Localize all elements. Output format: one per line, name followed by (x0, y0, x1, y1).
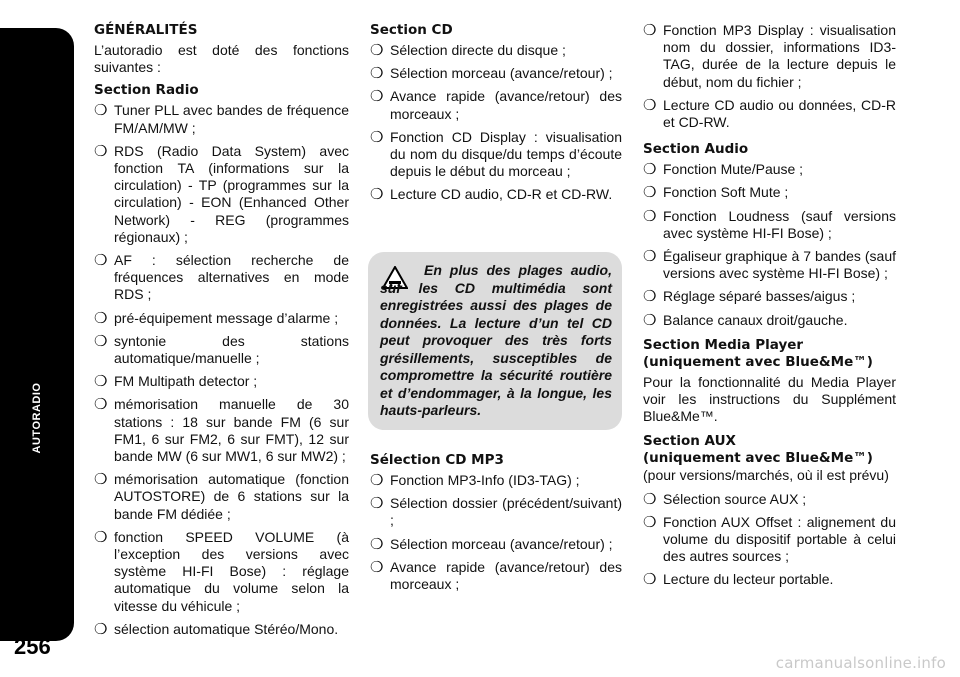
bullet-icon: ❍ (94, 471, 108, 489)
list-item: ❍ Lecture du lecteur portable. (643, 571, 834, 589)
list-item: ❍ Réglage séparé basses/aigus ; (643, 288, 856, 306)
bullet-icon: ❍ (370, 88, 384, 106)
intro-text: L’autoradio est doté des fonctions suivantes : (94, 42, 349, 76)
list-item: ❍ pré-équipement message d’alarme ; (94, 309, 339, 327)
bullet-icon: ❍ (370, 186, 384, 204)
mp3-continued-list (643, 22, 896, 131)
bullet-icon: ❍ (94, 102, 108, 120)
bullet-icon: ❍ (370, 558, 384, 576)
bullet-icon: ❍ (370, 472, 384, 489)
bullet-icon: ❍ (370, 42, 384, 59)
bullet-icon: ❍ (370, 535, 384, 553)
list-item: ❍ Avance rapide (avance/retour) des morceaux ; (370, 558, 622, 593)
warning-text: En plus des plages audio, sur les CD multimédia sont enregistrées aussi des plages de données. La lecture d’un tel CD peut provoquer des très forts grésillements, susceptibles de compromettre la sécurité routière et d’endommager, à la longue, les hauts-parleurs. (380, 262, 612, 418)
list-item: ❍ Lecture CD audio ou données, CD-R et CD-RW. (643, 96, 896, 131)
list-item: ❍ FM Multipath detector ; (94, 373, 258, 391)
heading-section-mp3: Sélection CD MP3 (370, 452, 504, 468)
list-item: ❍ RDS (Radio Data System) avec fonction TA (informations sur la circulation) - TP (programmes sur la circulation) - EON (Enhanced Other Network) - REG (programmes régionaux) ; (94, 142, 349, 245)
bullet-icon: ❍ (94, 142, 108, 160)
list-item: ❍ Égaliseur graphique à 7 bandes (sauf versions avec système HI-FI Bose) ; (643, 248, 896, 282)
sidebar (0, 28, 74, 641)
list-item: ❍ mémorisation manuelle de 30 stations : 18 sur bande FM (6 sur FM1, 6 sur FM2, 6 sur FMT), 12 sur bande MW (6 sur MW1, 6 sur MW2) ; (94, 396, 349, 465)
bullet-icon: ❍ (94, 620, 108, 638)
list-item: ❍ fonction SPEED VOLUME (à l’exception des versions avec système HI-FI Bose) : réglage automatique du volume selon la vitesse du véhicule ; (94, 528, 349, 614)
bullet-icon: ❍ (643, 248, 657, 266)
bullet-icon: ❍ (94, 252, 108, 270)
list-item: ❍ Lecture CD audio, CD-R et CD-RW. (370, 186, 613, 204)
list-item: ❍ Sélection morceau (avance/retour) ; (370, 65, 613, 83)
list-item: ❍ AF : sélection recherche de fréquences alternatives en mode RDS ; (94, 252, 349, 303)
radio-list (94, 102, 349, 638)
column-2 (370, 22, 622, 210)
media-player-text: Pour la fonctionnalité du Media Player voir les instructions du Supplément Blue&Me™. (643, 373, 896, 425)
bullet-icon: ❍ (370, 128, 384, 146)
cd-list (370, 42, 622, 204)
bullet-icon: ❍ (643, 22, 657, 39)
bullet-icon: ❍ (94, 309, 108, 327)
list-item: ❍ Balance canaux droit/gauche. (643, 311, 848, 329)
column-3 (643, 22, 896, 595)
list-item: ❍ Sélection directe du disque ; (370, 42, 566, 59)
heading-section-aux: Section AUX (643, 433, 736, 450)
bullet-icon: ❍ (643, 161, 657, 179)
list-item: ❍ Fonction MP3-Info (ID3-TAG) ; (370, 472, 580, 489)
bullet-icon: ❍ (94, 396, 108, 414)
watermark: carmanualsonline.info (775, 654, 946, 672)
warning-box (368, 252, 622, 430)
heading-generalites: GÉNÉRALITÉS (94, 22, 198, 38)
bullet-icon: ❍ (94, 528, 108, 546)
bullet-icon: ❍ (370, 65, 384, 83)
aux-subtext: (pour versions/marchés, où il est prévu) (643, 467, 889, 484)
list-item: ❍ Fonction Loudness (sauf versions avec système HI-FI Bose) ; (643, 207, 896, 241)
heading-aux-note: (uniquement avec Blue&Me™) (643, 450, 873, 467)
bullet-icon: ❍ (643, 490, 657, 508)
bullet-icon: ❍ (643, 184, 657, 202)
bullet-icon: ❍ (94, 332, 108, 350)
list-item: ❍ Fonction AUX Offset : alignement du volume du dispositif portable à celui des autres sources ; (643, 513, 896, 565)
bullet-icon: ❍ (643, 311, 657, 329)
bullet-icon: ❍ (643, 207, 657, 225)
bullet-icon: ❍ (643, 513, 657, 531)
list-item: ❍ Avance rapide (avance/retour) des morceaux ; (370, 88, 622, 122)
heading-section-media-player: Section Media Player (643, 336, 804, 353)
bullet-icon: ❍ (643, 288, 657, 306)
list-item: ❍ syntonie des stations automatique/manuelle ; (94, 332, 349, 367)
heading-section-radio: Section Radio (94, 82, 199, 99)
list-item: ❍ mémorisation automatique (fonction AUTOSTORE) de 6 stations sur la bande FM dédiée ; (94, 471, 349, 522)
list-item: ❍ Fonction CD Display : visualisation du nom du disque/du temps d’écoute depuis le début du morceau ; (370, 128, 622, 180)
sidebar-label: AUTORADIO (31, 382, 43, 454)
aux-list (643, 491, 896, 589)
bullet-icon: ❍ (643, 571, 657, 589)
column-2-mp3 (370, 452, 622, 599)
list-item: ❍ Fonction Mute/Pause ; (643, 161, 804, 179)
list-item: ❍ Fonction MP3 Display : visualisation nom du dossier, informations ID3-TAG, durée de la lecture depuis le début, nom du fichier ; (643, 22, 896, 90)
heading-section-audio: Section Audio (643, 141, 749, 158)
bullet-icon: ❍ (370, 495, 384, 513)
list-item: ❍ sélection automatique Stéréo/Mono. (94, 620, 339, 638)
list-item: ❍ Tuner PLL avec bandes de fréquence FM/AM/MW ; (94, 102, 349, 136)
list-item: ❍ Sélection dossier (précédent/suivant) ; (370, 495, 622, 529)
list-item: ❍ Fonction Soft Mute ; (643, 184, 789, 202)
page-number: 256 (14, 634, 51, 659)
mp3-list (370, 472, 622, 593)
bullet-icon: ❍ (643, 96, 657, 114)
column-1 (94, 22, 349, 644)
heading-section-cd: Section CD (370, 22, 453, 38)
audio-list (643, 161, 896, 329)
list-item: ❍ Sélection morceau (avance/retour) ; (370, 535, 613, 553)
bullet-icon: ❍ (94, 373, 108, 391)
heading-media-player-note: (uniquement avec Blue&Me™) (643, 353, 873, 370)
list-item: ❍ Sélection source AUX ; (643, 490, 807, 508)
